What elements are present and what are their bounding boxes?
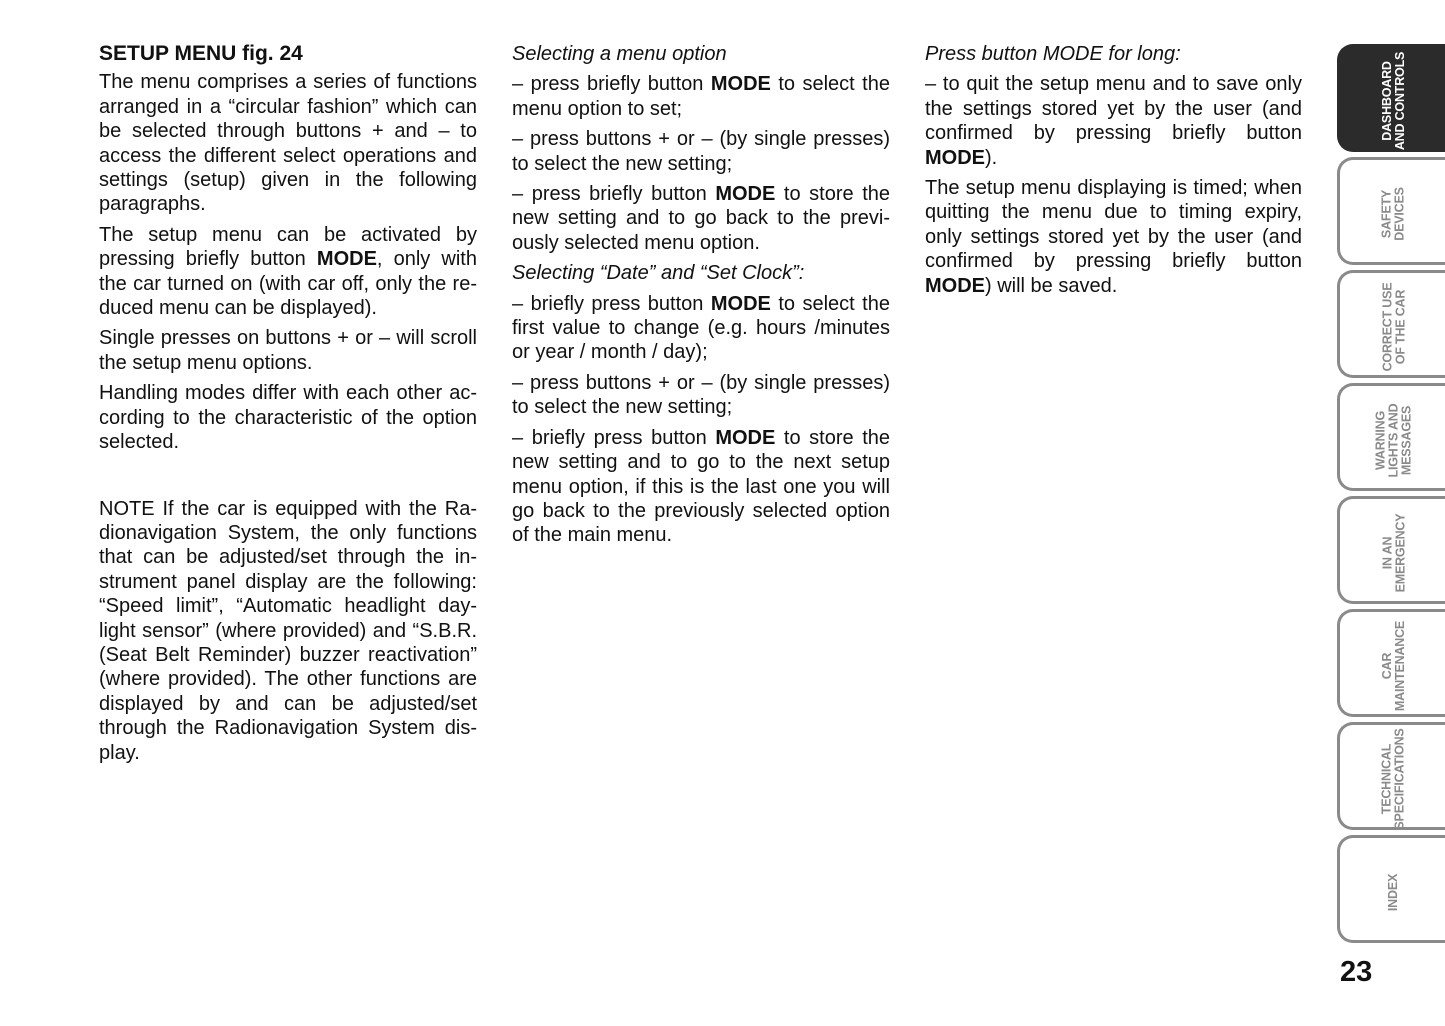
paragraph: The setup menu displaying is timed; when quitting the menu due to timing expiry, only settings stored yet by the user (and confirmed by pressing briefly button MODE) will be saved. [925, 177, 1302, 297]
paragraph: – to quit the setup menu and to save only the settings stored yet by the user (and confirmed by pressing briefly button MODE). [925, 73, 1302, 169]
tab-label: SAFETY DEVICES [1379, 187, 1407, 241]
paragraph: The menu comprises a series of functions arranged in a “circular fashion” which can be selected through buttons + and – to access the different select operations and settings (setup) given in the following paragraphs. [99, 71, 477, 216]
tab-in-an-emergency[interactable] [1337, 496, 1445, 604]
tab-technical-specifications[interactable] [1337, 722, 1445, 830]
tab-warning-lights-and-messages[interactable] [1337, 383, 1445, 491]
step-item: – briefly press button MODE to select the first value to change (e.g. hours /minutes or year / month / day); [512, 292, 890, 364]
tab-index[interactable] [1337, 835, 1445, 943]
paragraph: Single presses on buttons + or – will scroll the setup menu options. [99, 327, 477, 374]
paragraph: The setup menu can be activated by pressing briefly button MODE, only with the car turned on (with car off, only the reduced menu can be displayed). [99, 223, 477, 320]
tab-label: CAR MAINTENANCE [1379, 620, 1407, 712]
step-item: – briefly press button MODE to store the new setting and to go to the next setup menu option, if this is the last one you will go back to the previously selected option of the main menu. [512, 426, 890, 547]
step-item: – press buttons + or – (by single presses) to select the new setting; [512, 371, 890, 419]
subheading-mode-long: Press button MODE for long: [925, 43, 1181, 65]
subheading-date-clock: Selecting “Date” and “Set Clock”: [512, 262, 805, 285]
tab-car-maintenance[interactable] [1337, 609, 1445, 717]
tab-label: IN AN EMERGENCY [1380, 513, 1407, 593]
tab-label: CORRECT USE OF THE CAR [1380, 282, 1407, 372]
text-column-2 [512, 42, 890, 554]
page-number: 23 [1340, 956, 1373, 988]
tab-correct-use-of-the-car[interactable] [1337, 270, 1445, 378]
tab-safety-devices[interactable] [1337, 157, 1445, 265]
tab-label: INDEX [1386, 873, 1401, 911]
subheading-selecting-option: Selecting a menu option [512, 43, 727, 65]
note-paragraph: NOTE If the car is equipped with the Radionavigation System, the only functions that can be adjusted/set through the instrument panel display are the following: “Speed limit”, “Automatic headlight daylight sensor” (where provided) and “S.B.R. (Seat Belt Reminder) buzzer reactivation” (where provided). The other functions are displayed by and can be adjusted/set through the Radionavigation System display. [99, 497, 477, 764]
step-item: – press briefly button MODE to select the menu option to set; [512, 73, 890, 120]
step-item: – press briefly button MODE to store the new setting and to go back to the previously selected menu option. [512, 183, 890, 254]
tab-label: DASHBOARD AND CONTROLS [1379, 51, 1407, 151]
tab-label: WARNING LIGHTS AND MESSAGES [1373, 403, 1414, 477]
text-column-1 [99, 42, 477, 771]
paragraph: Handling modes differ with each other according to the characteristic of the option selected. [99, 382, 477, 454]
tab-dashboard-and-controls[interactable] [1337, 44, 1445, 152]
section-heading: SETUP MENU fig. 24 [99, 42, 303, 65]
text-column-3 [925, 42, 1302, 304]
tab-label: TECHNICAL SPECIFICATIONS [1380, 728, 1407, 830]
step-item: – press buttons + or – (by single presses) to select the new setting; [512, 128, 890, 175]
